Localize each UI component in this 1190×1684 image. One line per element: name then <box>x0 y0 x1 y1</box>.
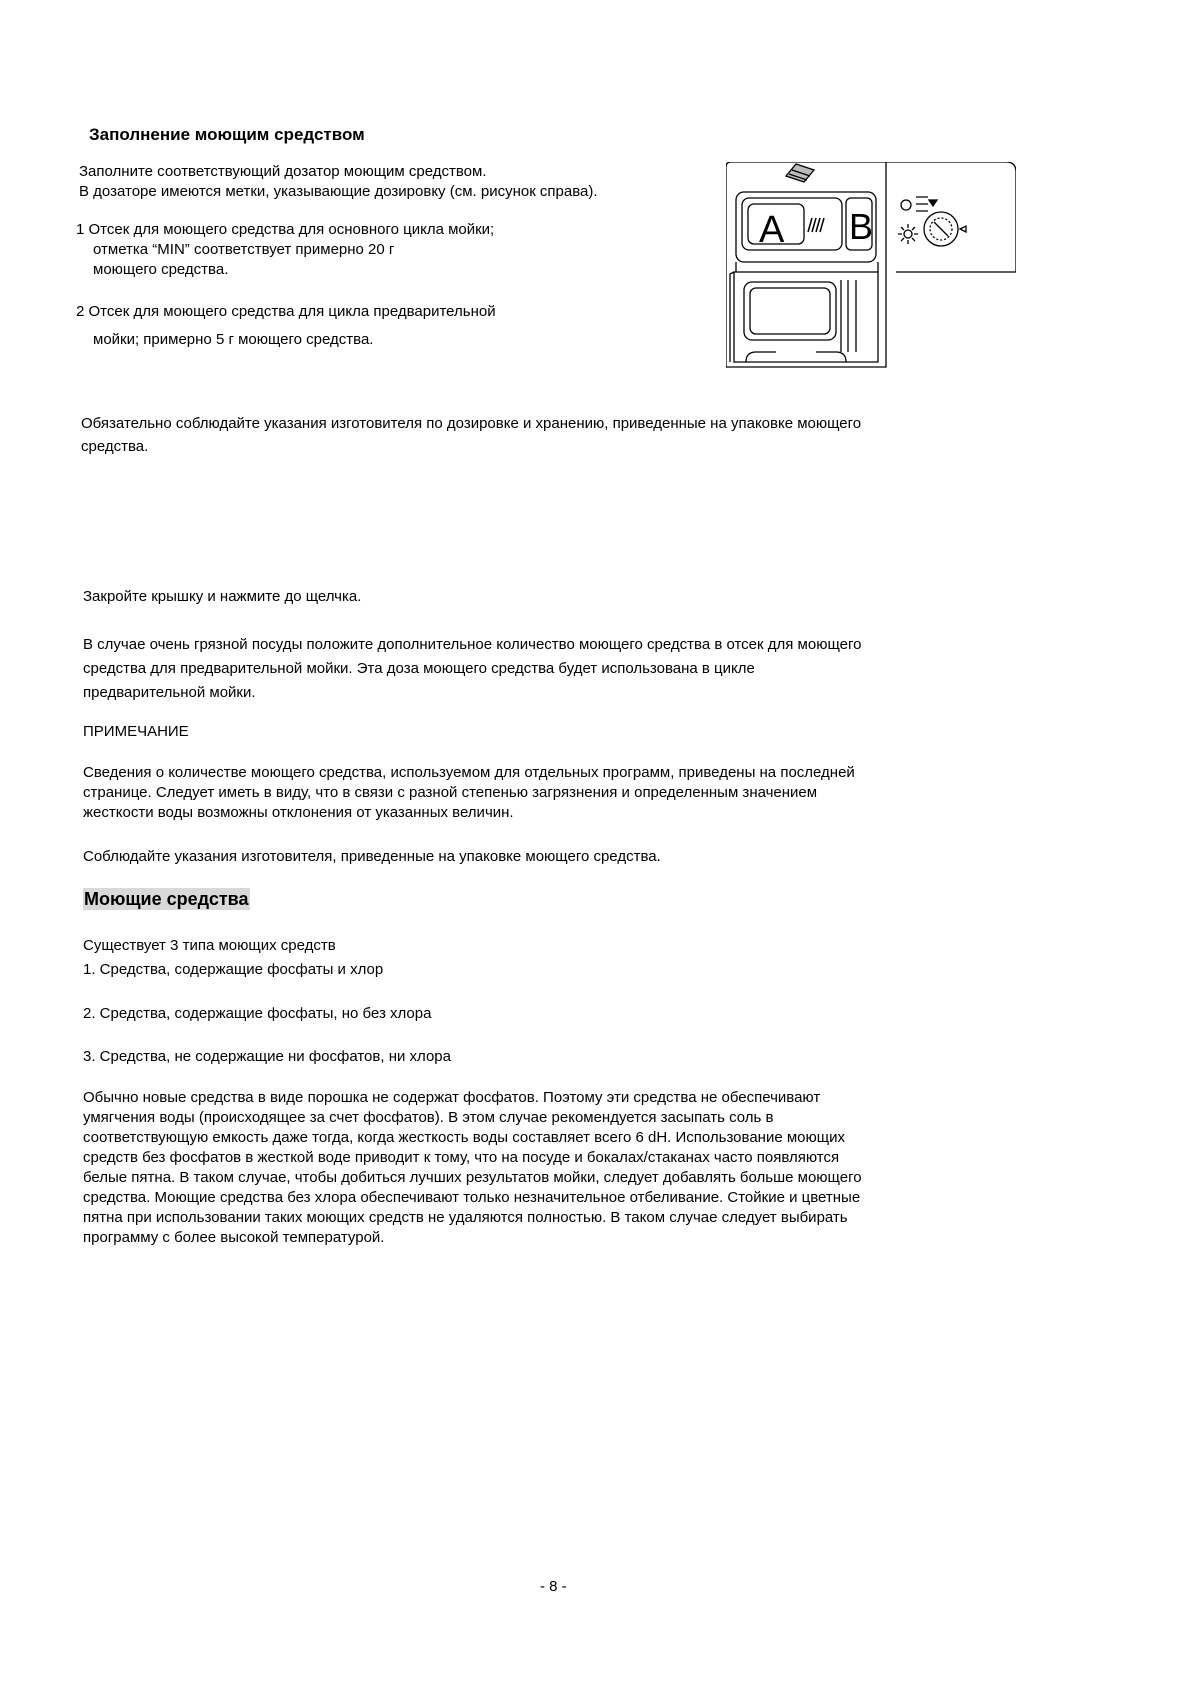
compartment-label-b: B <box>849 206 874 247</box>
item-line: отметка “MIN” соответствует примерно 20 г <box>93 241 395 258</box>
paragraph-line: Обычно новые средства в виде порошка не содержат фосфатов. Поэтому эти средства не обеспечивают <box>83 1089 821 1106</box>
detergent-types-intro: Существует 3 типа моющих средств <box>83 937 336 954</box>
intro-paragraph <box>79 162 598 202</box>
page-number: - 8 - <box>540 1578 567 1595</box>
paragraph-line: В случае очень грязной посуды положите дополнительное количество моющего средства в отсек для моющего <box>83 636 862 653</box>
detergent-type-item: 1. Средства, содержащие фосфаты и хлор <box>83 961 384 978</box>
paragraph-line: средства. Моющие средства без хлора обеспечивают только незначительное отбеливание. Стойкие и цветные <box>83 1189 861 1206</box>
paragraph-line: странице. Следует иметь в виду, что в связи с разной степенью загрязнения и определенным значением <box>83 784 818 801</box>
compartment-item-1 <box>76 220 494 280</box>
paragraph-line: программу с более высокой температурой. <box>83 1229 385 1246</box>
paragraph-line: жесткости воды возможны отклонения от указанных величин. <box>83 804 514 821</box>
detergent-type-item: 2. Средства, содержащие фосфаты, но без хлора <box>83 1005 432 1022</box>
detergent-type-item: 3. Средства, не содержащие ни фосфатов, ни хлора <box>83 1048 451 1065</box>
paragraph-line: Сведения о количестве моющего средства, используемом для отдельных программ, приведены на последней <box>83 764 855 781</box>
note-title: ПРИМЕЧАНИЕ <box>83 723 189 740</box>
item-line: 2 Отсек для моющего средства для цикла предварительной <box>76 303 496 320</box>
close-lid-text: Закройте крышку и нажмите до щелчка. <box>83 588 362 605</box>
compartment-item-2 <box>76 298 496 354</box>
paragraph-line: предварительной мойки. <box>83 684 256 701</box>
dirty-dishes-paragraph <box>83 633 861 705</box>
paragraph-line: средств без фосфатов в жесткой воде приводит к тому, что на посуде и бокалах/стаканах часто появляются <box>83 1149 840 1166</box>
paragraph-line: соответствующую емкость даже тогда, когда жесткость воды составляет всего 6 dH. Использование моющих <box>83 1129 845 1146</box>
detergent-paragraph <box>83 1088 862 1248</box>
follow-instructions-text: Соблюдайте указания изготовителя, приведенные на упаковке моющего средства. <box>83 848 661 865</box>
dispenser-diagram <box>726 162 1016 372</box>
section-heading-detergents: Моющие средства <box>84 889 249 909</box>
intro-line: В дозаторе имеются метки, указывающие дозировку (см. рисунок справа). <box>79 183 598 200</box>
item-line: мойки; примерно 5 г моющего средства. <box>93 331 374 348</box>
compartment-label-a: A <box>759 209 785 251</box>
paragraph-line: пятна при использовании таких моющих средств не удаляются полностью. В таком случае следует выбирать <box>83 1209 848 1226</box>
paragraph-line: белые пятна. В таком случае, чтобы добиться лучших результатов мойки, следует добавлять больше моющего <box>83 1169 862 1186</box>
paragraph-line: Обязательно соблюдайте указания изготовителя по дозировке и хранению, приведенные на упаковке моющего <box>81 415 862 432</box>
paragraph-line: средства для предварительной мойки. Эта доза моющего средства будет использована в цикле <box>83 660 755 677</box>
item-line: моющего средства. <box>93 261 229 278</box>
manufacturer-instructions <box>81 412 861 458</box>
intro-line: Заполните соответствующий дозатор моющим средством. <box>79 163 487 180</box>
note-paragraph <box>83 763 855 823</box>
item-line: 1 Отсек для моющего средства для основного цикла мойки; <box>76 221 495 238</box>
paragraph-line: умягчения воды (происходящее за счет фосфатов). В этом случае рекомендуется засыпать соль в <box>83 1109 774 1126</box>
paragraph-line: средства. <box>81 438 149 455</box>
section-heading-filling: Заполнение моющим средством <box>89 125 365 144</box>
